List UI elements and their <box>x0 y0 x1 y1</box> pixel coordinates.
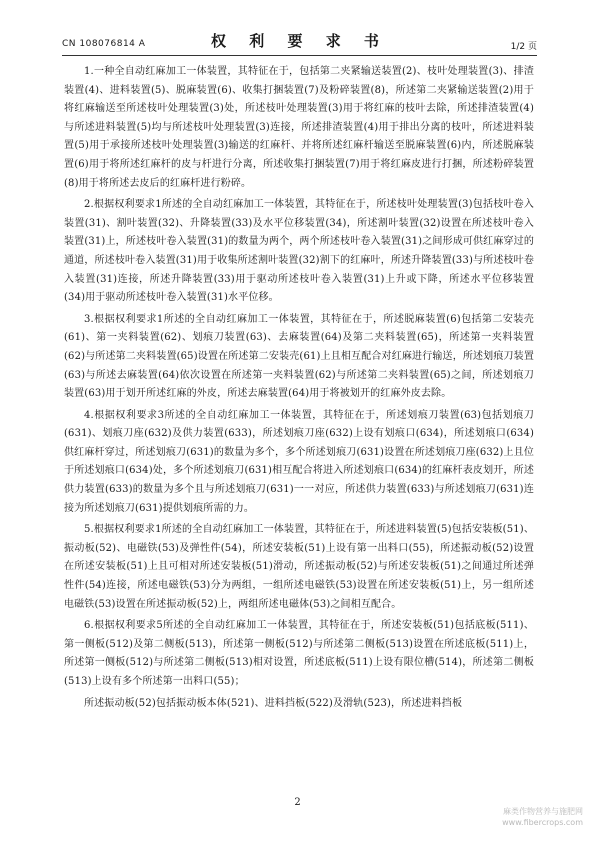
site-watermark <box>502 806 583 828</box>
page-info: 1/2 页 <box>510 42 537 52</box>
claim-3: 3.根据权利要求1所述的全自动红麻加工一体装置，其特征在于，所述脱麻装置(6)包括第二安装壳(61)、第一夹料装置(62)、划痕刀装置(63)、去麻装置(64)及第二夹料装置(65)，所述第一夹料装置(62)与所述第二夹料装置(65)设置在所述第二安装壳(61)上且相互配合对红麻进行输送，所述划痕刀装置(63)与所述去麻装置(64)依次设置在所述第一夹料装置(62)与所述第二夹料装置(65)之间，所述划痕刀装置(63)用于划开所述红麻的外皮，所述去麻装置(64)用于将被划开的红麻外皮去除。 <box>64 313 534 400</box>
claim-1: 1.一种全自动红麻加工一体装置，其特征在于，包括第二夹紧输送装置(2)、枝叶处理装置(3)、排渣装置(4)、进料装置(5)、脱麻装置(6)、收集打捆装置(7)及粉碎装置(8)，所述第二夹紧输送装置(2)用于将红麻输送至所述枝叶处理装置(3)处，所述枝叶处理装置(3)用于将红麻的枝叶去除，所述排渣装置(4)与所述进料装置(5)均与所述枝叶处理装置(3)连接，所述排渣装置(4)用于排出分离的枝叶，所述进料装置(5)用于承接所述枝叶处理装置(3)输送的红麻杆、并将所述红麻杆输送至脱麻装置(6)内，所述脱麻装置(6)用于将所述红麻杆的皮与杆进行分离，所述收集打捆装置(7)用于将红麻皮进行打捆，所述粉碎装置(8)用于将所述去皮后的红麻杆进行粉碎。 <box>64 66 534 189</box>
claim-6-continued: 所述振动板(52)包括振动板本体(521)、进料挡板(522)及滑轨(523)，所述进料挡板 <box>84 697 463 709</box>
claim-4: 4.根据权利要求3所述的全自动红麻加工一体装置，其特征在于，所述划痕刀装置(63)包括划痕刀(631)、划痕刀座(632)及供力装置(633)，所述划痕刀座(632)上设有划痕口(634)，所述划痕口(634)供红麻杆穿过，所述划痕刀(631)的数量为多个，多个所述划痕刀(631)设置在所述划痕刀座(632)上且位于所述划痕口(634)处，多个所述划痕刀(631)相互配合将进入所述划痕口(634)的红麻杆表皮划开，所述供力装置(633)的数量为多个且与所述划痕刀(631)一一对应，所述供力装置(633)与所述划痕刀(631)连接为所述划痕刀(631)提供划痕所需的力。 <box>64 409 534 514</box>
claim-5: 5.根据权利要求1所述的全自动红麻加工一体装置，其特征在于，所述进料装置(5)包括安装板(51)、振动板(52)、电磁铁(53)及弹性件(54)，所述安装板(51)上设有第一出料口(55)，所述振动板(52)设置在所述安装板(51)上且可相对所述安装板(51)滑动，所述振动板(52)与所述安装板(51)之间通过所述弹性件(54)连接，所述电磁铁(53)分为两组，一组所述电磁铁(53)设置在所述安装板(51)上，另一组所述电磁铁(53)设置在所述振动板(52)上，两组所述电磁体(53)之间相互配合。 <box>64 524 534 610</box>
document-title: 权 利 要 求 书 <box>211 32 388 50</box>
watermark-site-name: 麻类作物营养与施肥网 <box>503 807 583 816</box>
claim-6: 6.根据权利要求5所述的全自动红麻加工一体装置，其特征在于，所述安装板(51)包括底板(511)、第一侧板(512)及第二侧板(513)，所述第一侧板(512)与所述第二侧板(513)设置在所述底板(511)上，所述第一侧板(512)与所述第二侧板(513)相对设置，所述底板(511)上设有限位槽(514)，所述第二侧板(513)上设有多个所述第一出料口(55)； <box>64 620 534 687</box>
claim-2: 2.根据权利要求1所述的全自动红麻加工一体装置，其特征在于，所述枝叶处理装置(3)包括枝叶卷入装置(31)、割叶装置(32)、升降装置(33)及水平位移装置(34)，所述割叶装置(32)设置在所述枝叶卷入装置(31)上，所述枝叶卷入装置(31)的数量为两个，两个所述枝叶卷入装置(31)之间形成可供红麻穿过的通道，所述枝叶卷入装置(31)用于收集所述割叶装置(32)割下的红麻叶，所述升降装置(33)与所述枝叶卷入装置(31)连接，所述升降装置(33)用于驱动所述枝叶卷入装置(31)上升或下降，所述水平位移装置(34)用于驱动所述枝叶卷入装置(31)水平位移。 <box>64 199 534 304</box>
header-divider <box>62 55 537 56</box>
page-header <box>62 30 537 54</box>
claims-body <box>64 63 534 716</box>
watermark-site-url: www.fibercrops.com <box>502 818 583 827</box>
publication-number: CN 108076814 A <box>62 39 146 49</box>
page-number: 2 <box>294 797 301 808</box>
